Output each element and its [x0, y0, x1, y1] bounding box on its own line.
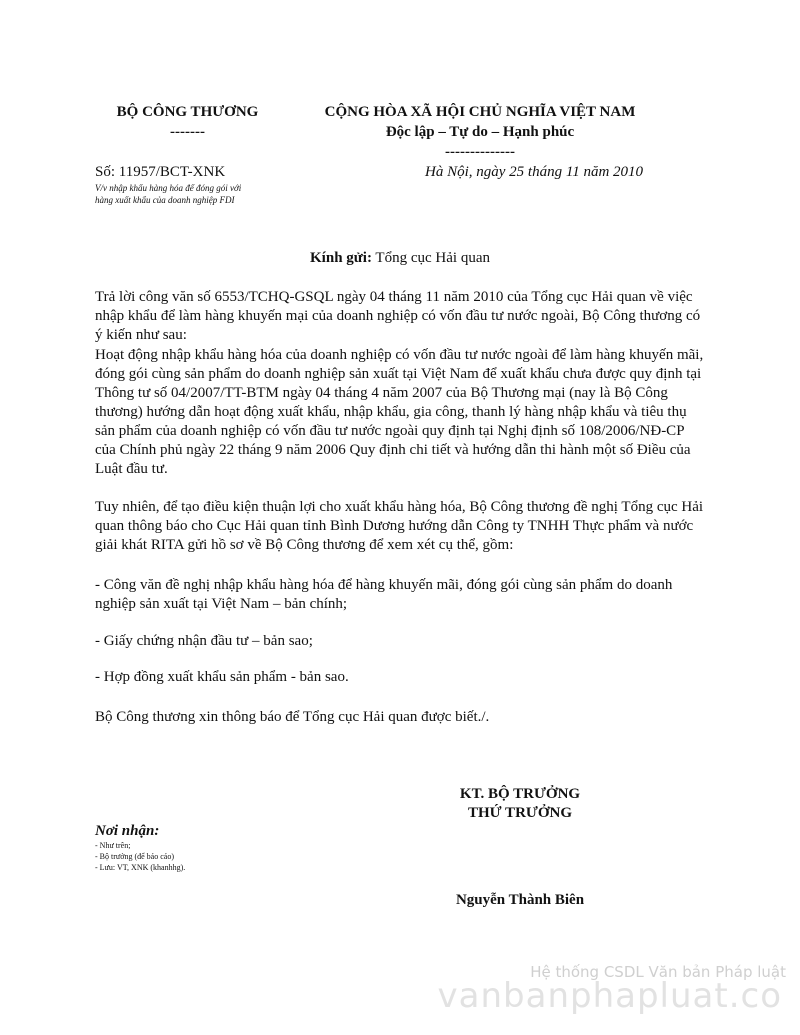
- recipients-block: [95, 822, 345, 873]
- recipient-line: [0, 250, 800, 267]
- ministry-separator: -------: [170, 124, 205, 140]
- subject-line: V/v nhập khẩu hàng hóa để đóng gói với: [95, 183, 242, 193]
- recipient-item: - Như trên;: [95, 841, 131, 850]
- list-item: - Công văn đề nghị nhập khẩu hàng hóa để hàng khuyến mãi, đóng gói cùng sản phẩm do doanh nghiệp sản xuất tại Việt Nam – bản chính;: [95, 577, 673, 612]
- watermark-caption: Hệ thống CSDL Văn bản Pháp luật: [530, 963, 786, 981]
- subject-line: hàng xuất khẩu của doanh nghiệp FDI: [95, 195, 235, 205]
- recipient-label: Kính gửi:: [310, 250, 372, 266]
- signer-position: THỨ TRƯỞNG: [467, 805, 573, 821]
- recipient-item: - Lưu: VT, XNK (khanhhg).: [95, 863, 186, 872]
- list-item: - Giấy chứng nhận đầu tư – bản sao;: [95, 633, 313, 649]
- motto-separator: --------------: [445, 144, 515, 160]
- list-item: - Hợp đồng xuất khẩu sản phẩm - bản sao.: [95, 669, 349, 685]
- ministry-name: BỘ CÔNG THƯƠNG: [116, 104, 259, 120]
- signer-name: Nguyễn Thành Biên: [455, 892, 585, 908]
- motto: Độc lập – Tự do – Hạnh phúc: [385, 124, 575, 140]
- national-header: [300, 102, 660, 162]
- ministry-header: [100, 102, 275, 142]
- body-paragraph: Hoạt động nhập khẩu hàng hóa của doanh nghiệp có vốn đầu tư nước ngoài để làm hàng khuyến mãi, đóng gói cùng sản phẩm do doanh nghiệp sản xuất tại Việt Nam để xuất khẩu chưa được quy định tại Thông tư số 04/2007/TT-BTM ngày 04 tháng 4 năm 2007 của Bộ Thương mại (nay là Bộ Công thương) hướng dẫn hoạt động xuất khẩu, nhập khẩu, gia công, thanh lý hàng nhập khẩu và tiêu thụ sản phẩm của doanh nghiệp có vốn đầu tư nước ngoài quy định tại Nghị định số 108/2006/NĐ-CP của Chính phủ ngày 22 tháng 9 năm 2006 Quy định chi tiết và hướng dẫn thi hành một số Điều của Luật đầu tư.: [95, 347, 704, 477]
- nation-name: CỘNG HÒA XÃ HỘI CHỦ NGHĨA VIỆT NAM: [324, 104, 636, 120]
- recipients-title: Nơi nhận:: [95, 823, 160, 839]
- document-number: Số: 11957/BCT-XNK: [95, 164, 226, 180]
- signer-title-block: [420, 785, 620, 823]
- signer-title: KT. BỘ TRƯỞNG: [459, 786, 581, 802]
- body-paragraph: Trả lời công văn số 6553/TCHQ-GSQL ngày 04 tháng 11 năm 2010 của Tổng cục Hải quan về việc nhập khẩu để làm hàng khuyến mại của doanh nghiệp có vốn đầu tư nước ngoài, Bộ Công thương có ý kiến như sau:: [95, 289, 701, 343]
- body-paragraph: Tuy nhiên, để tạo điều kiện thuận lợi cho xuất khẩu hàng hóa, Bộ Công thương đề nghị Tổng cục Hải quan thông báo cho Cục Hải quan tỉnh Bình Dương hướng dẫn Công ty TNHH Thực phẩm và nước giải khát RITA gửi hồ sơ về Bộ Công thương để xem xét cụ thể, gồm:: [95, 499, 704, 553]
- place-date: Hà Nội, ngày 25 tháng 11 năm 2010: [425, 164, 644, 180]
- document-subject: [95, 182, 295, 206]
- recipient-name: Tổng cục Hải quan: [371, 250, 490, 266]
- closing-paragraph: Bộ Công thương xin thông báo để Tổng cục Hải quan được biết./.: [95, 709, 490, 725]
- recipient-item: - Bộ trưởng (để báo cáo): [95, 852, 174, 861]
- watermark-site: vanbanphapluat.co: [437, 976, 782, 1016]
